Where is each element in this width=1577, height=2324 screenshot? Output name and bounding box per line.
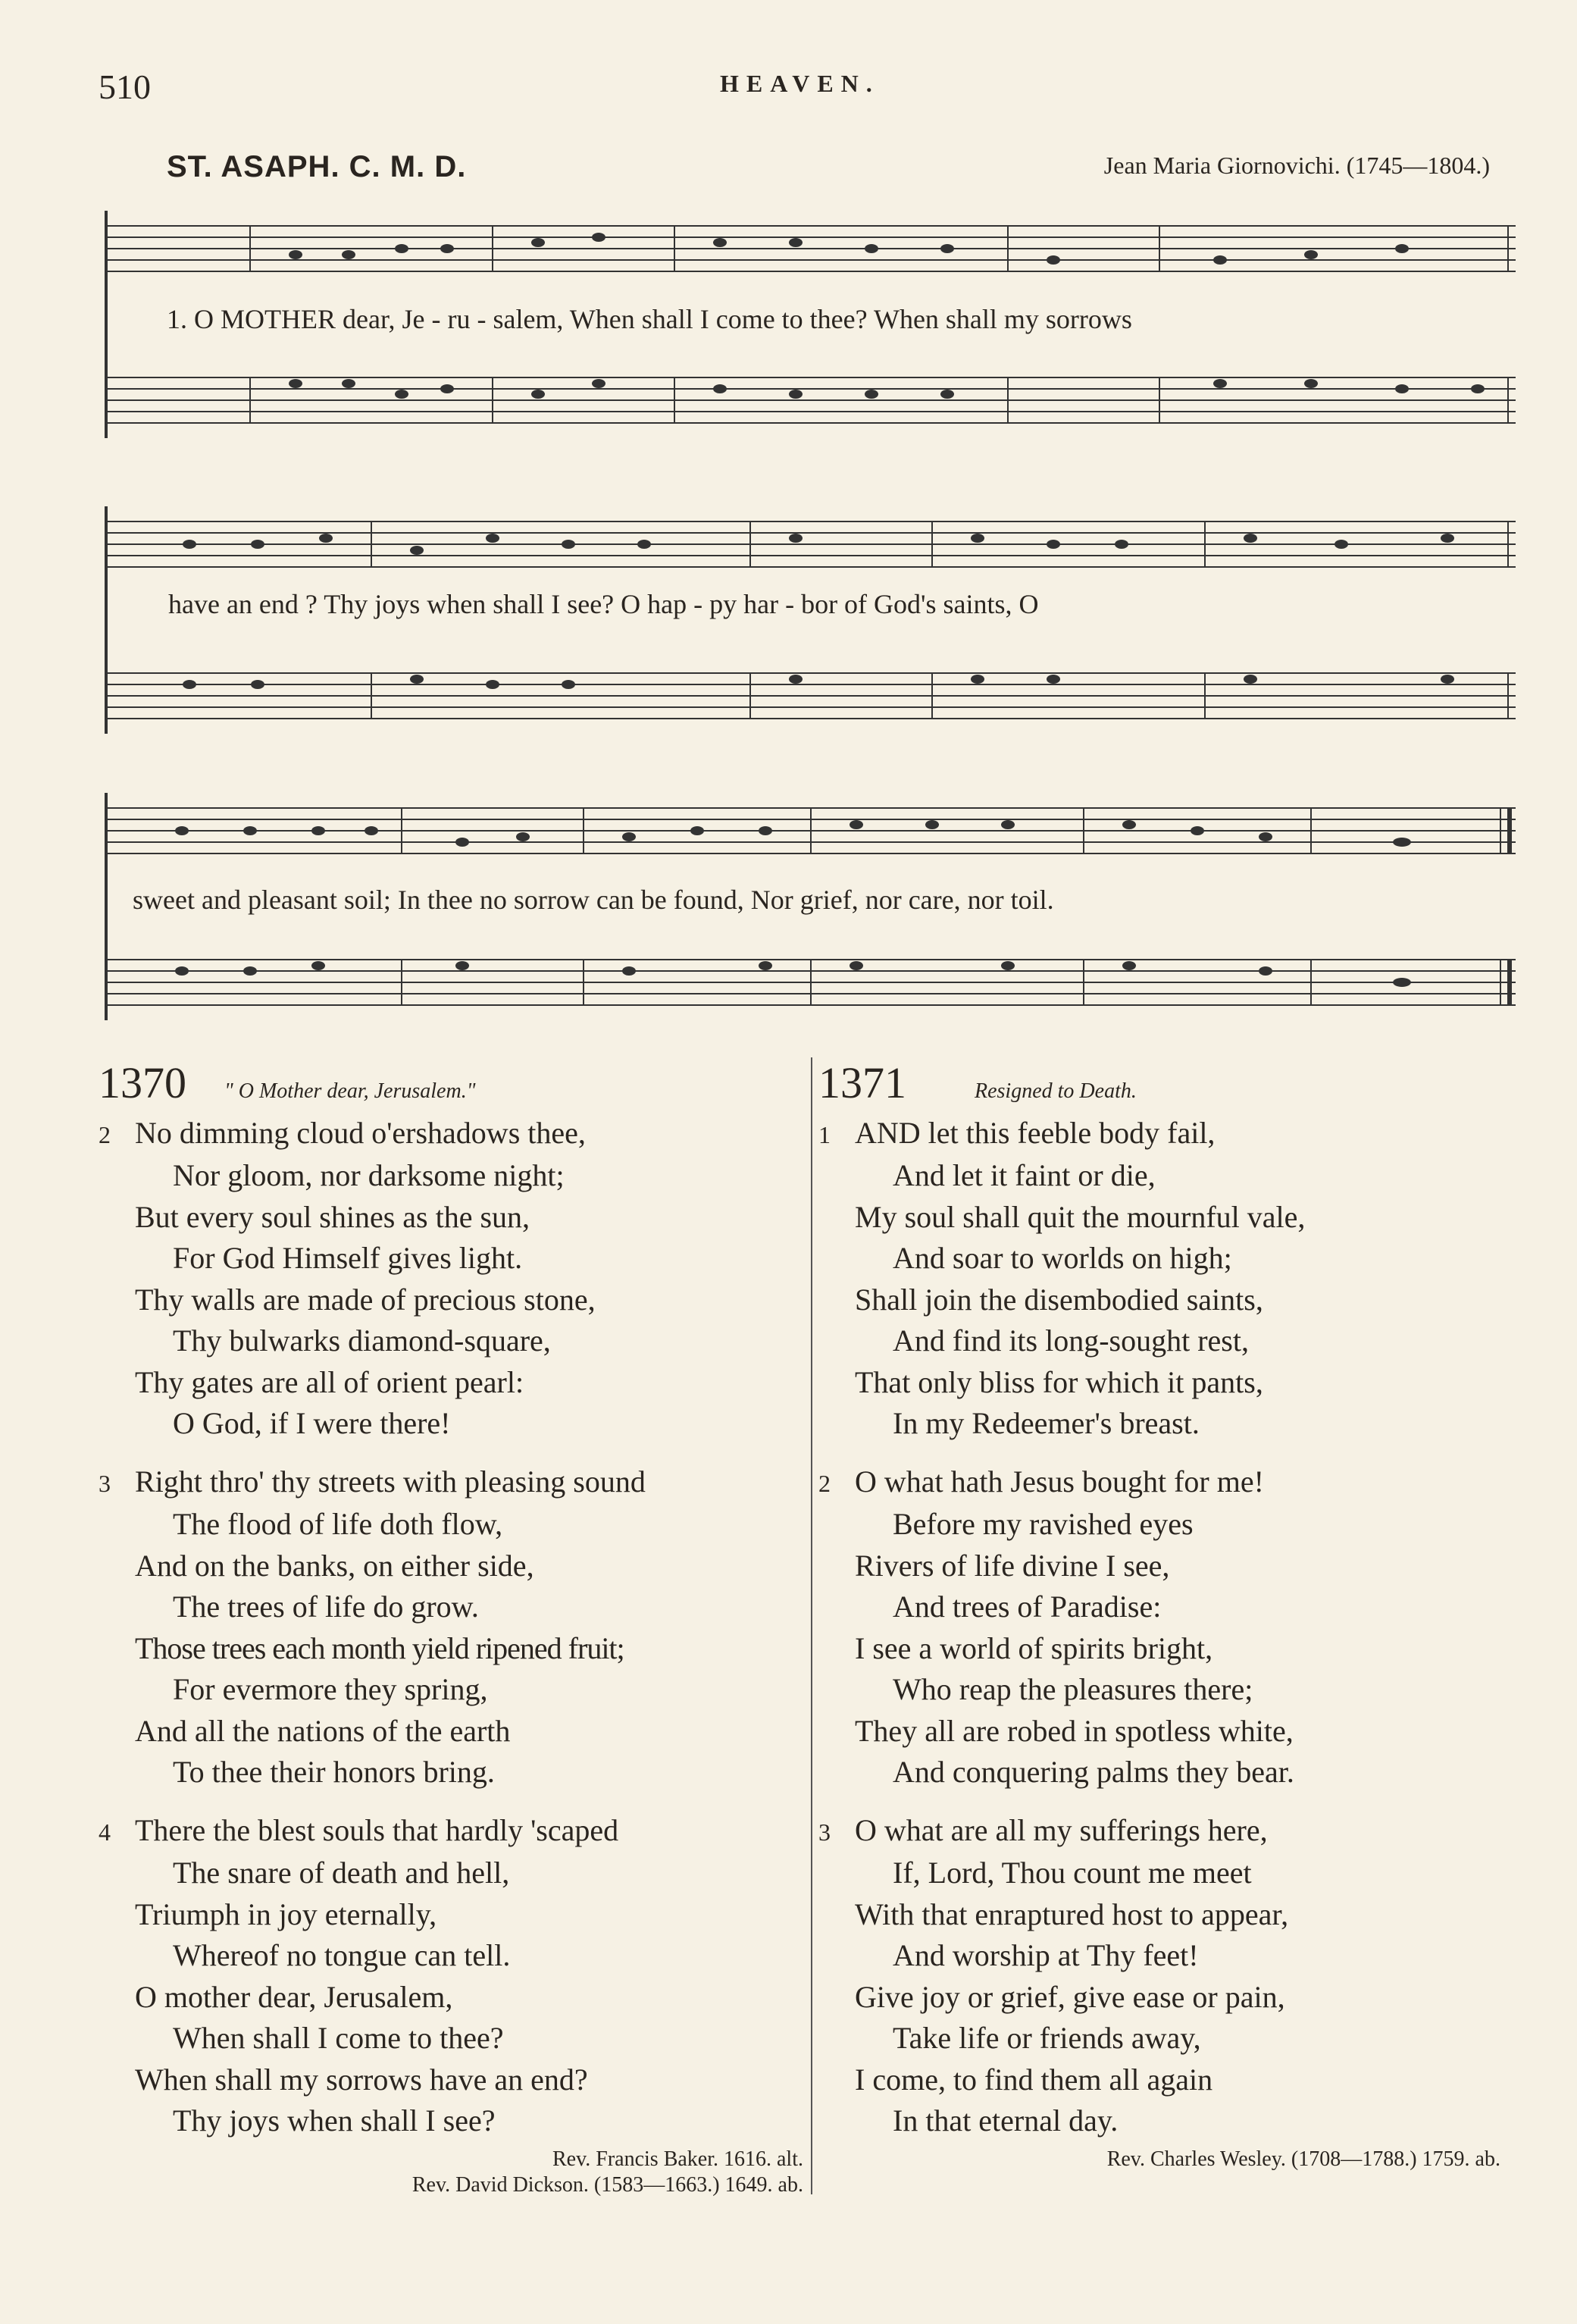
verse-line: There the blest souls that hardly 'scaped	[135, 1812, 619, 1847]
verse-line: And find its long-sought rest,	[893, 1323, 1249, 1358]
stanza-2	[99, 1113, 803, 1445]
hymn-heading	[818, 1058, 1500, 1113]
stanza-2	[818, 1461, 1500, 1793]
verse-line: Take life or friends away,	[893, 2021, 1201, 2055]
verse-line: And soar to worlds on high;	[893, 1241, 1232, 1275]
verse-line: They all are robed in spotless white,	[855, 1713, 1294, 1748]
verse-line: In that eternal day.	[893, 2103, 1119, 2138]
verse-line: Before my ravished eyes	[893, 1507, 1194, 1541]
verse-line: Thy gates are all of orient pearl:	[135, 1364, 524, 1399]
stanza-number: 2	[99, 1120, 111, 1148]
verse-line: I come, to find them all again	[855, 2062, 1213, 2097]
verse-line: Thy walls are made of precious stone,	[135, 1282, 596, 1317]
verse-line: To thee their honors bring.	[173, 1755, 495, 1789]
lyric-line-3: sweet and pleasant soil; In thee no sorrow can be found, Nor grief, nor care, nor toil.	[133, 885, 1054, 915]
author-credit: Rev. Charles Wesley. (1708—1788.) 1759. ab.	[1106, 2147, 1500, 2171]
composer-credit: Jean Maria Giornovichi. (1745—1804.)	[1103, 152, 1490, 179]
verse-line: My soul shall quit the mournful vale,	[855, 1199, 1306, 1234]
stanza-number: 2	[818, 1469, 831, 1497]
verse-line: And on the banks, on either side,	[135, 1548, 534, 1583]
verse-line: AND let this feeble body fail,	[855, 1115, 1216, 1150]
verse-line: Thy joys when shall I see?	[173, 2103, 496, 2138]
music-system-1	[99, 203, 1516, 438]
verse-line: Right thro' thy streets with pleasing sound	[135, 1464, 646, 1499]
stanza-number: 3	[99, 1469, 111, 1497]
stanza-number: 3	[818, 1818, 831, 1846]
verse-line: O what hath Jesus bought for me!	[855, 1464, 1264, 1499]
verse-line: Nor gloom, nor darksome night;	[173, 1158, 565, 1192]
stanza-4	[99, 1810, 803, 2142]
verse-line: Give joy or grief, give ease or pain,	[855, 1979, 1285, 2014]
hymn-title: " O Mother dear, Jerusalem."	[224, 1079, 476, 1103]
verse-line: Triumph in joy eternally,	[135, 1896, 437, 1931]
verse-line: But every soul shines as the sun,	[135, 1199, 530, 1234]
verse-line: With that enraptured host to appear,	[855, 1896, 1289, 1931]
hymn-1370	[99, 1058, 803, 2198]
verse-line: The trees of life do grow.	[173, 1590, 479, 1624]
verse-line: No dimming cloud o'ershadows thee,	[135, 1115, 586, 1150]
hymn-heading	[99, 1058, 803, 1113]
verse-line: And let it faint or die,	[893, 1158, 1156, 1192]
treble-staff	[106, 226, 1516, 271]
stanza-number: 4	[99, 1818, 111, 1846]
music-system-3	[99, 785, 1516, 1020]
verse-line: Who reap the pleasures there;	[893, 1672, 1253, 1706]
verse-line: O God, if I were there!	[173, 1406, 451, 1440]
verse-line: If, Lord, Thou count me meet	[893, 1856, 1252, 1890]
hymn-number: 1370	[99, 1058, 186, 1107]
music-system-2	[99, 499, 1516, 734]
lyric-line-2: have an end ? Thy joys when shall I see? O hap - py har - bor of God's saints, O	[168, 589, 1039, 619]
verse-line: Shall join the disembodied saints,	[855, 1282, 1263, 1317]
verse-line: In my Redeemer's breast.	[893, 1406, 1200, 1440]
author-credit: Rev. David Dickson. (1583—1663.) 1649. ab.	[411, 2172, 803, 2197]
stanza-3	[818, 1810, 1500, 2142]
author-credits	[818, 2147, 1500, 2172]
stanza-3	[99, 1461, 803, 1793]
verse-line: O mother dear, Jerusalem,	[135, 1979, 453, 2014]
verse-line: The flood of life doth flow,	[173, 1507, 503, 1541]
verse-line: I see a world of spirits bright,	[855, 1630, 1213, 1665]
verse-line: And conquering palms they bear.	[893, 1755, 1294, 1789]
verse-line: Those trees each month yield ripened fruit;	[135, 1630, 624, 1665]
verse-line: And trees of Paradise:	[893, 1590, 1162, 1624]
verse-line: Rivers of life divine I see,	[855, 1548, 1170, 1583]
verse-line: That only bliss for which it pants,	[855, 1364, 1263, 1399]
column-divider	[811, 1057, 812, 2194]
lyric-line-1: 1. O MOTHER dear, Je - ru - salem, When shall I come to thee? When shall my sorrows	[167, 304, 1132, 334]
verse-line: Thy bulwarks diamond-square,	[173, 1323, 551, 1358]
hymn-number: 1371	[818, 1058, 906, 1107]
verse-line: When shall my sorrows have an end?	[135, 2062, 588, 2097]
author-credit: Rev. Francis Baker. 1616. alt.	[552, 2147, 803, 2171]
verse-line: Whereof no tongue can tell.	[173, 1938, 511, 1972]
author-credits	[99, 2147, 803, 2198]
verse-line: O what are all my sufferings here,	[855, 1812, 1268, 1847]
hymn-title: Resigned to Death.	[975, 1079, 1137, 1103]
verse-line: When shall I come to thee?	[173, 2021, 504, 2055]
verse-line: For God Himself gives light.	[173, 1241, 523, 1275]
page-number: 510	[99, 67, 151, 106]
verse-line: The snare of death and hell,	[173, 1856, 510, 1890]
hymn-1371	[818, 1058, 1500, 2172]
verse-line: And all the nations of the earth	[135, 1713, 511, 1748]
verse-line: And worship at Thy feet!	[893, 1938, 1199, 1972]
running-head: HEAVEN.	[720, 70, 880, 97]
verse-line: For evermore they spring,	[173, 1672, 488, 1706]
stanza-number: 1	[818, 1120, 831, 1148]
bass-staff	[106, 377, 1516, 423]
tune-name: ST. ASAPH. C. M. D.	[167, 150, 467, 183]
stanza-1	[818, 1113, 1500, 1445]
